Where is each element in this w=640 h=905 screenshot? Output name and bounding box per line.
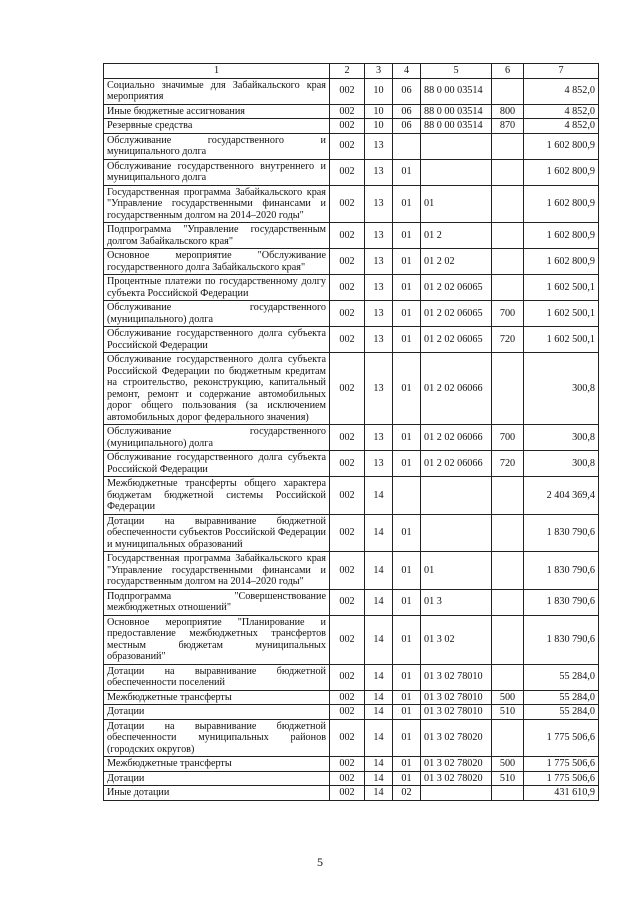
target-article-cell: 01 2 02 06065 bbox=[421, 327, 492, 353]
code-admin-cell: 002 bbox=[330, 589, 365, 615]
amount-cell: 1 830 790,6 bbox=[524, 589, 599, 615]
section-cell: 10 bbox=[365, 104, 393, 119]
amount-cell: 1 602 800,9 bbox=[524, 185, 599, 223]
table-row bbox=[104, 119, 599, 134]
section-cell: 13 bbox=[365, 451, 393, 477]
section-cell: 13 bbox=[365, 425, 393, 451]
row-name-cell: Государственная программа Забайкальского края "Управление государственными финансами и государственным долгом на 2014–2020 годы" bbox=[104, 552, 330, 590]
row-name-cell: Иные дотации bbox=[104, 786, 330, 801]
code-admin-cell: 002 bbox=[330, 133, 365, 159]
target-article-cell: 01 3 02 78010 bbox=[421, 705, 492, 720]
amount-cell: 1 830 790,6 bbox=[524, 552, 599, 590]
expense-type-cell bbox=[492, 615, 524, 664]
table-row bbox=[104, 615, 599, 664]
section-cell: 14 bbox=[365, 786, 393, 801]
row-name-cell: Дотации bbox=[104, 705, 330, 720]
expense-type-cell: 700 bbox=[492, 425, 524, 451]
expense-type-cell bbox=[492, 78, 524, 104]
code-admin-cell: 002 bbox=[330, 786, 365, 801]
row-name-cell: Подпрограмма "Совершенствование межбюджетных отношений" bbox=[104, 589, 330, 615]
table-row bbox=[104, 249, 599, 275]
target-article-cell: 01 2 02 06065 bbox=[421, 301, 492, 327]
amount-cell: 1 602 800,9 bbox=[524, 249, 599, 275]
header-cell: 3 bbox=[365, 64, 393, 79]
amount-cell: 1 775 506,6 bbox=[524, 719, 599, 757]
target-article-cell bbox=[421, 514, 492, 552]
expense-type-cell: 510 bbox=[492, 705, 524, 720]
amount-cell: 1 602 800,9 bbox=[524, 133, 599, 159]
page-number: 5 bbox=[317, 855, 323, 869]
target-article-cell: 01 3 02 78020 bbox=[421, 719, 492, 757]
code-admin-cell: 002 bbox=[330, 425, 365, 451]
table-row bbox=[104, 301, 599, 327]
expense-type-cell: 510 bbox=[492, 771, 524, 786]
table-body bbox=[104, 78, 599, 800]
row-name-cell: Дотации bbox=[104, 771, 330, 786]
expense-type-cell bbox=[492, 249, 524, 275]
code-admin-cell: 002 bbox=[330, 552, 365, 590]
expense-type-cell bbox=[492, 133, 524, 159]
target-article-cell: 01 2 02 06066 bbox=[421, 451, 492, 477]
row-name-cell: Обслуживание государственного и муниципального долга bbox=[104, 133, 330, 159]
subsection-cell: 01 bbox=[393, 353, 421, 425]
target-article-cell: 01 3 02 78020 bbox=[421, 757, 492, 772]
table-row bbox=[104, 690, 599, 705]
amount-cell: 4 852,0 bbox=[524, 104, 599, 119]
row-name-cell: Межбюджетные трансферты bbox=[104, 690, 330, 705]
section-cell: 14 bbox=[365, 771, 393, 786]
subsection-cell: 01 bbox=[393, 301, 421, 327]
amount-cell: 1 830 790,6 bbox=[524, 615, 599, 664]
code-admin-cell: 002 bbox=[330, 477, 365, 515]
section-cell: 13 bbox=[365, 185, 393, 223]
subsection-cell: 01 bbox=[393, 514, 421, 552]
target-article-cell bbox=[421, 786, 492, 801]
section-cell: 10 bbox=[365, 78, 393, 104]
row-name-cell: Межбюджетные трансферты общего характера бюджетам бюджетной системы Российской Федерации bbox=[104, 477, 330, 515]
header-cell: 2 bbox=[330, 64, 365, 79]
row-name-cell: Обслуживание государственного внутреннего и муниципального долга bbox=[104, 159, 330, 185]
table-row bbox=[104, 133, 599, 159]
amount-cell: 1 775 506,6 bbox=[524, 757, 599, 772]
row-name-cell: Дотации на выравнивание бюджетной обеспеченности муниципальных районов (городских округов) bbox=[104, 719, 330, 757]
table-row bbox=[104, 327, 599, 353]
amount-cell: 1 775 506,6 bbox=[524, 771, 599, 786]
code-admin-cell: 002 bbox=[330, 353, 365, 425]
expense-type-cell bbox=[492, 353, 524, 425]
section-cell: 14 bbox=[365, 589, 393, 615]
budget-table bbox=[103, 63, 599, 801]
row-name-cell: Основное мероприятие "Обслуживание государственного долга Забайкальского края" bbox=[104, 249, 330, 275]
target-article-cell: 88 0 00 03514 bbox=[421, 78, 492, 104]
target-article-cell: 01 3 bbox=[421, 589, 492, 615]
table-row bbox=[104, 78, 599, 104]
header-cell: 6 bbox=[492, 64, 524, 79]
amount-cell: 300,8 bbox=[524, 425, 599, 451]
expense-type-cell bbox=[492, 275, 524, 301]
row-name-cell: Обслуживание государственного долга субъекта Российской Федерации по бюджетным кредитам на строительство, реконструкцию, капитальный ремонт, ремонт и содержание автомобильных дорог общего пользования (за исключением автомобильных дорог федерального значения) bbox=[104, 353, 330, 425]
row-name-cell: Дотации на выравнивание бюджетной обеспеченности субъектов Российской Федерации и муниципальных образований bbox=[104, 514, 330, 552]
header-cell: 5 bbox=[421, 64, 492, 79]
subsection-cell bbox=[393, 133, 421, 159]
target-article-cell: 01 bbox=[421, 185, 492, 223]
row-name-cell: Социально значимые для Забайкальского края мероприятия bbox=[104, 78, 330, 104]
section-cell: 14 bbox=[365, 664, 393, 690]
subsection-cell: 01 bbox=[393, 705, 421, 720]
section-cell: 14 bbox=[365, 514, 393, 552]
table-row bbox=[104, 104, 599, 119]
section-cell: 13 bbox=[365, 353, 393, 425]
table-row bbox=[104, 719, 599, 757]
subsection-cell: 01 bbox=[393, 771, 421, 786]
table-row bbox=[104, 705, 599, 720]
expense-type-cell: 870 bbox=[492, 119, 524, 134]
expense-type-cell bbox=[492, 514, 524, 552]
expense-type-cell bbox=[492, 664, 524, 690]
target-article-cell: 01 2 02 06066 bbox=[421, 425, 492, 451]
table-row bbox=[104, 514, 599, 552]
subsection-cell: 02 bbox=[393, 786, 421, 801]
amount-cell: 4 852,0 bbox=[524, 78, 599, 104]
target-article-cell: 01 3 02 bbox=[421, 615, 492, 664]
target-article-cell: 88 0 00 03514 bbox=[421, 104, 492, 119]
code-admin-cell: 002 bbox=[330, 719, 365, 757]
subsection-cell: 01 bbox=[393, 249, 421, 275]
subsection-cell: 01 bbox=[393, 690, 421, 705]
amount-cell: 2 404 369,4 bbox=[524, 477, 599, 515]
amount-cell: 4 852,0 bbox=[524, 119, 599, 134]
row-name-cell: Обслуживание государственного долга субъекта Российской Федерации bbox=[104, 451, 330, 477]
target-article-cell: 01 bbox=[421, 552, 492, 590]
code-admin-cell: 002 bbox=[330, 514, 365, 552]
expense-type-cell bbox=[492, 185, 524, 223]
amount-cell: 300,8 bbox=[524, 353, 599, 425]
subsection-cell: 01 bbox=[393, 425, 421, 451]
section-cell: 13 bbox=[365, 133, 393, 159]
expense-type-cell bbox=[492, 589, 524, 615]
row-name-cell: Иные бюджетные ассигнования bbox=[104, 104, 330, 119]
row-name-cell: Обслуживание государственного долга субъекта Российской Федерации bbox=[104, 327, 330, 353]
table-header-row bbox=[104, 64, 599, 79]
code-admin-cell: 002 bbox=[330, 249, 365, 275]
subsection-cell: 01 bbox=[393, 185, 421, 223]
subsection-cell: 01 bbox=[393, 589, 421, 615]
row-name-cell: Подпрограмма "Управление государственным долгом Забайкальского края" bbox=[104, 223, 330, 249]
section-cell: 14 bbox=[365, 757, 393, 772]
section-cell: 14 bbox=[365, 552, 393, 590]
section-cell: 10 bbox=[365, 119, 393, 134]
section-cell: 13 bbox=[365, 301, 393, 327]
header-cell: 7 bbox=[524, 64, 599, 79]
code-admin-cell: 002 bbox=[330, 757, 365, 772]
row-name-cell: Основное мероприятие "Планирование и предоставление межбюджетных трансфертов местным бюджетам муниципальных образований" bbox=[104, 615, 330, 664]
header-cell: 1 bbox=[104, 64, 330, 79]
subsection-cell: 01 bbox=[393, 719, 421, 757]
code-admin-cell: 002 bbox=[330, 690, 365, 705]
amount-cell: 1 830 790,6 bbox=[524, 514, 599, 552]
amount-cell: 431 610,9 bbox=[524, 786, 599, 801]
row-name-cell: Государственная программа Забайкальского края "Управление государственными финансами и государственным долгом на 2014–2020 годы" bbox=[104, 185, 330, 223]
subsection-cell: 01 bbox=[393, 664, 421, 690]
code-admin-cell: 002 bbox=[330, 615, 365, 664]
code-admin-cell: 002 bbox=[330, 78, 365, 104]
code-admin-cell: 002 bbox=[330, 119, 365, 134]
row-name-cell: Обслуживание государственного (муниципального) долга bbox=[104, 301, 330, 327]
amount-cell: 55 284,0 bbox=[524, 690, 599, 705]
table-row bbox=[104, 477, 599, 515]
table-row bbox=[104, 353, 599, 425]
amount-cell: 300,8 bbox=[524, 451, 599, 477]
expense-type-cell bbox=[492, 719, 524, 757]
code-admin-cell: 002 bbox=[330, 705, 365, 720]
subsection-cell: 01 bbox=[393, 552, 421, 590]
expense-type-cell bbox=[492, 477, 524, 515]
table-row bbox=[104, 664, 599, 690]
code-admin-cell: 002 bbox=[330, 159, 365, 185]
table-row bbox=[104, 589, 599, 615]
subsection-cell: 06 bbox=[393, 104, 421, 119]
table-row bbox=[104, 185, 599, 223]
code-admin-cell: 002 bbox=[330, 664, 365, 690]
row-name-cell: Обслуживание государственного (муниципального) долга bbox=[104, 425, 330, 451]
target-article-cell bbox=[421, 133, 492, 159]
table-row bbox=[104, 552, 599, 590]
amount-cell: 1 602 500,1 bbox=[524, 275, 599, 301]
amount-cell: 1 602 800,9 bbox=[524, 223, 599, 249]
code-admin-cell: 002 bbox=[330, 301, 365, 327]
amount-cell: 1 602 800,9 bbox=[524, 159, 599, 185]
code-admin-cell: 002 bbox=[330, 104, 365, 119]
expense-type-cell: 720 bbox=[492, 451, 524, 477]
expense-type-cell bbox=[492, 159, 524, 185]
subsection-cell: 06 bbox=[393, 78, 421, 104]
target-article-cell bbox=[421, 159, 492, 185]
section-cell: 14 bbox=[365, 719, 393, 757]
subsection-cell: 01 bbox=[393, 159, 421, 185]
table-row bbox=[104, 223, 599, 249]
target-article-cell: 01 2 02 06065 bbox=[421, 275, 492, 301]
code-admin-cell: 002 bbox=[330, 771, 365, 786]
code-admin-cell: 002 bbox=[330, 223, 365, 249]
table-row bbox=[104, 451, 599, 477]
table-row bbox=[104, 757, 599, 772]
section-cell: 13 bbox=[365, 327, 393, 353]
section-cell: 13 bbox=[365, 275, 393, 301]
table-row bbox=[104, 771, 599, 786]
expense-type-cell: 700 bbox=[492, 301, 524, 327]
amount-cell: 1 602 500,1 bbox=[524, 327, 599, 353]
subsection-cell: 01 bbox=[393, 327, 421, 353]
table-row bbox=[104, 425, 599, 451]
subsection-cell: 01 bbox=[393, 451, 421, 477]
code-admin-cell: 002 bbox=[330, 185, 365, 223]
expense-type-cell: 720 bbox=[492, 327, 524, 353]
subsection-cell: 01 bbox=[393, 275, 421, 301]
code-admin-cell: 002 bbox=[330, 451, 365, 477]
expense-type-cell bbox=[492, 552, 524, 590]
table-row bbox=[104, 159, 599, 185]
section-cell: 13 bbox=[365, 159, 393, 185]
target-article-cell: 88 0 00 03514 bbox=[421, 119, 492, 134]
target-article-cell: 01 2 02 06066 bbox=[421, 353, 492, 425]
row-name-cell: Межбюджетные трансферты bbox=[104, 757, 330, 772]
expense-type-cell: 500 bbox=[492, 757, 524, 772]
expense-type-cell bbox=[492, 223, 524, 249]
target-article-cell bbox=[421, 477, 492, 515]
header-cell: 4 bbox=[393, 64, 421, 79]
expense-type-cell bbox=[492, 786, 524, 801]
expense-type-cell: 500 bbox=[492, 690, 524, 705]
expense-type-cell: 800 bbox=[492, 104, 524, 119]
amount-cell: 55 284,0 bbox=[524, 705, 599, 720]
section-cell: 13 bbox=[365, 223, 393, 249]
subsection-cell: 01 bbox=[393, 223, 421, 249]
section-cell: 13 bbox=[365, 249, 393, 275]
section-cell: 14 bbox=[365, 690, 393, 705]
subsection-cell: 01 bbox=[393, 757, 421, 772]
target-article-cell: 01 3 02 78010 bbox=[421, 664, 492, 690]
code-admin-cell: 002 bbox=[330, 327, 365, 353]
section-cell: 14 bbox=[365, 477, 393, 515]
row-name-cell: Дотации на выравнивание бюджетной обеспеченности поселений bbox=[104, 664, 330, 690]
target-article-cell: 01 3 02 78010 bbox=[421, 690, 492, 705]
section-cell: 14 bbox=[365, 615, 393, 664]
target-article-cell: 01 2 bbox=[421, 223, 492, 249]
target-article-cell: 01 3 02 78020 bbox=[421, 771, 492, 786]
section-cell: 14 bbox=[365, 705, 393, 720]
amount-cell: 1 602 500,1 bbox=[524, 301, 599, 327]
code-admin-cell: 002 bbox=[330, 275, 365, 301]
row-name-cell: Процентные платежи по государственному долгу субъекта Российской Федерации bbox=[104, 275, 330, 301]
amount-cell: 55 284,0 bbox=[524, 664, 599, 690]
subsection-cell: 01 bbox=[393, 615, 421, 664]
target-article-cell: 01 2 02 bbox=[421, 249, 492, 275]
table-row bbox=[104, 275, 599, 301]
subsection-cell bbox=[393, 477, 421, 515]
row-name-cell: Резервные средства bbox=[104, 119, 330, 134]
table-row bbox=[104, 786, 599, 801]
subsection-cell: 06 bbox=[393, 119, 421, 134]
